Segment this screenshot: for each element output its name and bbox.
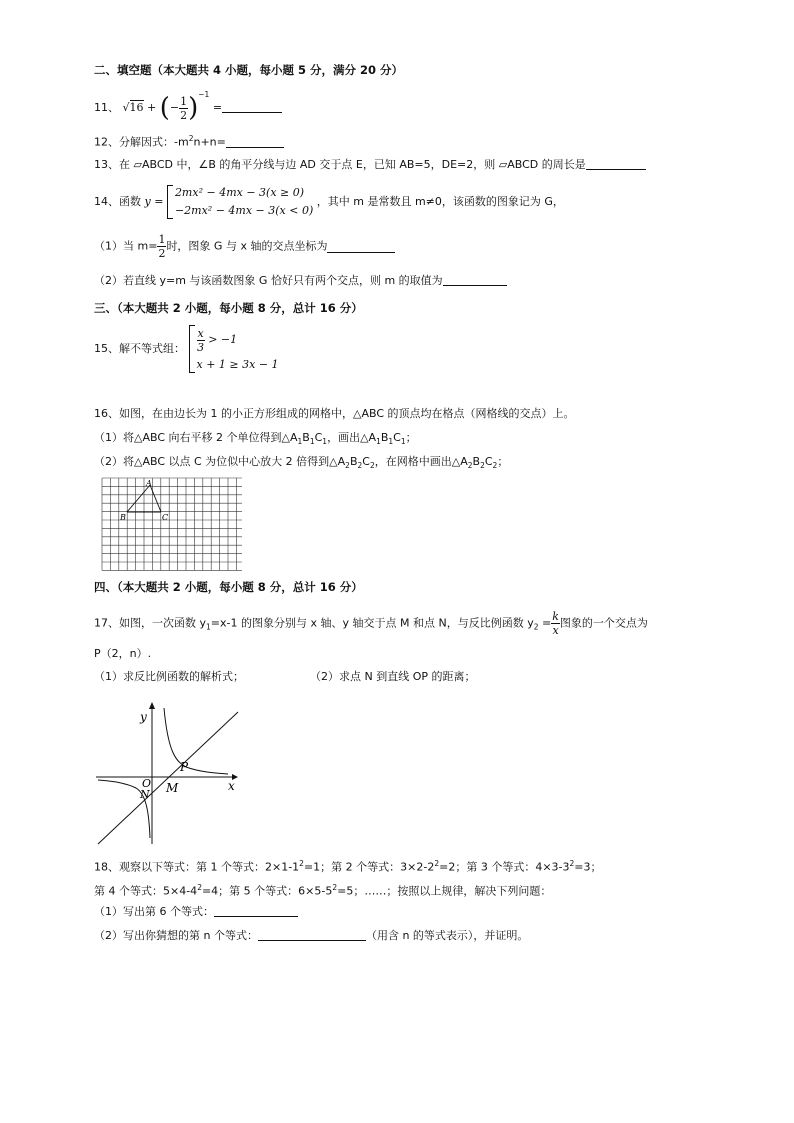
q18-1-answer-blank[interactable]	[214, 904, 298, 917]
question-12: 12、分解因式：$-m^2n+n=$	[94, 131, 284, 151]
q12-answer-blank[interactable]	[226, 135, 284, 148]
q14-piecewise: 2mx² − 4mx − 3(x ≥ 0) −2mx² − 4mx − 3(x < 0)	[167, 184, 313, 220]
question-14-part-1: （1）当 m= $\frac{1}{2}$ 时，图象 G 与 x 轴的交点坐标为	[94, 233, 395, 260]
question-14: 14、函数 y = 2mx² − 4mx − 3(x ≥ 0) −2mx² − 4mx − 3(x < 0) ，其中 m 是常数且 m≠0，该函数的图象记为 G，	[94, 184, 564, 220]
section-3-title: 三、（本大题共 2 小题，每小题 8 分，总计 16 分）	[94, 301, 363, 315]
q11-number: 11、	[94, 101, 119, 114]
q11-fraction: $\frac{1}{2}$	[180, 94, 188, 122]
label-b: B	[120, 513, 126, 522]
triangle-side-ac	[150, 485, 161, 512]
question-13: 13、在 ▱ABCD 中，∠B 的角平分线与边 AD 交于点 E，已知 AB=5，DE=2，则 ▱ABCD 的周长是	[94, 157, 646, 173]
q13-answer-blank[interactable]	[586, 157, 646, 170]
question-14-part-2: （2）若直线 y=m 与该函数图象 G 恰好只有两个交点，则 m 的取值为	[94, 273, 507, 289]
q16-grid-figure	[100, 476, 242, 576]
question-11: 11、 √16 + (− $\frac{1}{2}$ )$^{-1}$ =	[94, 87, 282, 122]
q18-2-answer-blank[interactable]	[258, 928, 366, 941]
hyperbola-branch-1	[164, 708, 228, 774]
origin-label: O	[142, 777, 152, 790]
question-16-part-2: （2）将△ABC 以点 C 为位似中心放大 2 倍得到$\triangle A_2B_2C_2$，在网格中画出$\triangle A_2B_2C_2$；	[94, 455, 509, 471]
question-18: 18、观察以下等式：第 1 个等式：$2\times 1-1^2=1$；第 2 个等式：$3\times 2-2^2=2$；第 3 个等式：$4\times 3-3^2=3$；	[94, 859, 602, 874]
q17-function-graph	[94, 700, 244, 846]
q11-sqrt: √16	[122, 101, 144, 114]
question-16-part-1: （1）将△ABC 向右平移 2 个单位得到$\triangle A_1B_1C_1$，画出$\triangle A_1B_1C_1$；	[94, 431, 417, 447]
q14-2-answer-blank[interactable]	[443, 273, 507, 286]
question-17-part-2: （2）求点 N 到直线 OP 的距离；	[310, 670, 476, 683]
section-4-title: 四、（本大题共 2 小题，每小题 8 分，总计 16 分）	[94, 580, 363, 594]
section-2-title: 二、填空题（本大题共 4 小题，每小题 5 分，满分 20 分）	[94, 63, 404, 77]
question-17-part-1: （1）求反比例函数的解析式；	[94, 670, 244, 683]
question-16: 16、如图，在由边长为 1 的小正方形组成的网格中，△ABC 的顶点均在格点（网格线的交点）上。	[94, 407, 575, 420]
question-18-line-2: 第 4 个等式：$5\times 4-4^2=4$；第 5 个等式：$6\times 5-5^2=5$；……；按照以上规律，解决下列问题：	[94, 883, 552, 898]
question-18-part-1: （1）写出第 6 个等式：	[94, 904, 298, 920]
question-18-part-2: （2）写出你猜想的第 n 个等式： （用含 n 的等式表示），并证明。	[94, 929, 529, 942]
q11-answer-blank[interactable]	[222, 100, 282, 113]
q15-inequality-system: $\frac{x}{3}$ > −1 x + 1 ≥ 3x − 1	[189, 324, 279, 374]
triangle-side-ab	[127, 485, 150, 512]
point-n-label: N	[140, 788, 150, 801]
question-17: 17、如图，一次函数 $y_1=x-1$ 的图象分别与 x 轴、y 轴交于点 M 和点 N，与反比例函数 $y_2$ = $\frac{k}{x}$ 图象的一个交点为	[94, 610, 648, 637]
point-m-label: M	[166, 781, 179, 795]
linear-function-line	[98, 712, 238, 844]
x-axis-label: x	[228, 779, 235, 793]
y-axis-label: y	[140, 710, 147, 724]
point-p-label: P	[180, 760, 189, 774]
question-17-point: P（2，n）.	[94, 647, 152, 660]
label-c: C	[162, 513, 169, 522]
q14-1-answer-blank[interactable]	[327, 240, 395, 253]
label-a: A	[146, 479, 152, 488]
question-15: 15、解不等式组： $\frac{x}{3}$ > −1 x + 1 ≥ 3x − 1	[94, 324, 279, 374]
